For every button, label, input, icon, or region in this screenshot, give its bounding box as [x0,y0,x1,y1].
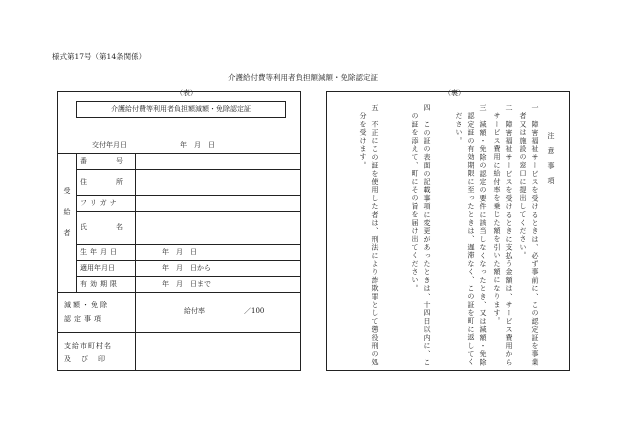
column-divider [135,153,136,292]
rate-value: ／100 [244,307,265,315]
reduction-label-line1: 減額・免除 [64,301,109,309]
row-divider [76,195,300,196]
row-label-expiry: 有効期限 [80,280,120,288]
front-card [57,91,301,371]
row-divider [76,244,300,245]
municipality-label-line1: 支給市町村名 [64,342,112,350]
notes-title: 注意事項 [547,132,555,192]
row-value-effective-date: 年 月 日から [162,264,211,272]
issue-date-value: 年 月 日 [180,141,215,149]
note-line: 分を受けます。 [359,112,367,170]
note-line: 三 減額・免除の認定の要件に該当しなくなったとき、又は減額・免除 [479,104,487,367]
row-divider [58,332,300,333]
recipient-label: 受給者 [63,187,71,250]
row-divider [76,211,300,212]
row-label-address: 住 所 [80,178,134,186]
row-value-birthdate: 年 月 日 [162,248,197,256]
note-line: 四 この証の表面の記載事項に変更があったときは、十四日以内に、こ [423,104,431,367]
row-divider [58,292,300,293]
row-label-name: 氏 名 [80,223,134,231]
row-label-number: 番 号 [80,157,134,165]
row-label-birthdate: 生年月日 [80,248,120,256]
column-divider [76,153,77,292]
row-label-furigana: フリガナ [80,199,120,207]
reduction-label-line2: 認定事項 [64,315,104,323]
row-divider [76,260,300,261]
municipality-label-line2: 及び印 [64,355,115,363]
note-line: 二 障害福祉サービスを受けるときに支払う金額は、サービス費用から [505,104,513,367]
form-number: 様式第17号（第14条関係） [52,52,147,61]
note-line: 一 障害福祉サービスを受けるときは、必ず事前に、この認定証を事業 [531,104,539,367]
row-value-expiry: 年 月 日まで [162,280,211,288]
back-card [326,91,570,371]
note-line: 者又は施設の窓口に提出してください。 [519,112,527,260]
rate-label: 給付率 [184,307,205,315]
note-line: サービス費用に給付率を乗じた額を引いた額になります。 [493,112,501,326]
note-line: 五 不正にこの証を使用した者は、刑法により詐欺罪として懲役刑の処 [371,104,379,367]
back-side-label: （裏） [444,89,465,97]
issue-date-label: 交付年月日 [92,141,127,149]
row-label-effective-date: 適用年月日 [80,264,115,272]
row-divider [76,169,300,170]
note-line: ださい。 [455,112,463,145]
column-divider [135,292,136,371]
note-line: 認定証の有効期限に至ったときは、遅滞なく、この証を町に返してく [467,112,475,367]
card-title: 介護給付費等利用者負担額減額・免除認定証 [76,101,286,118]
row-divider [58,153,300,154]
document-title: 介護給付費等利用者負担額減額・免除認定証 [228,73,378,82]
front-side-label: （表） [176,89,197,97]
row-divider [76,276,300,277]
note-line: の証を添えて、町にその旨を届け出てください。 [411,112,419,293]
